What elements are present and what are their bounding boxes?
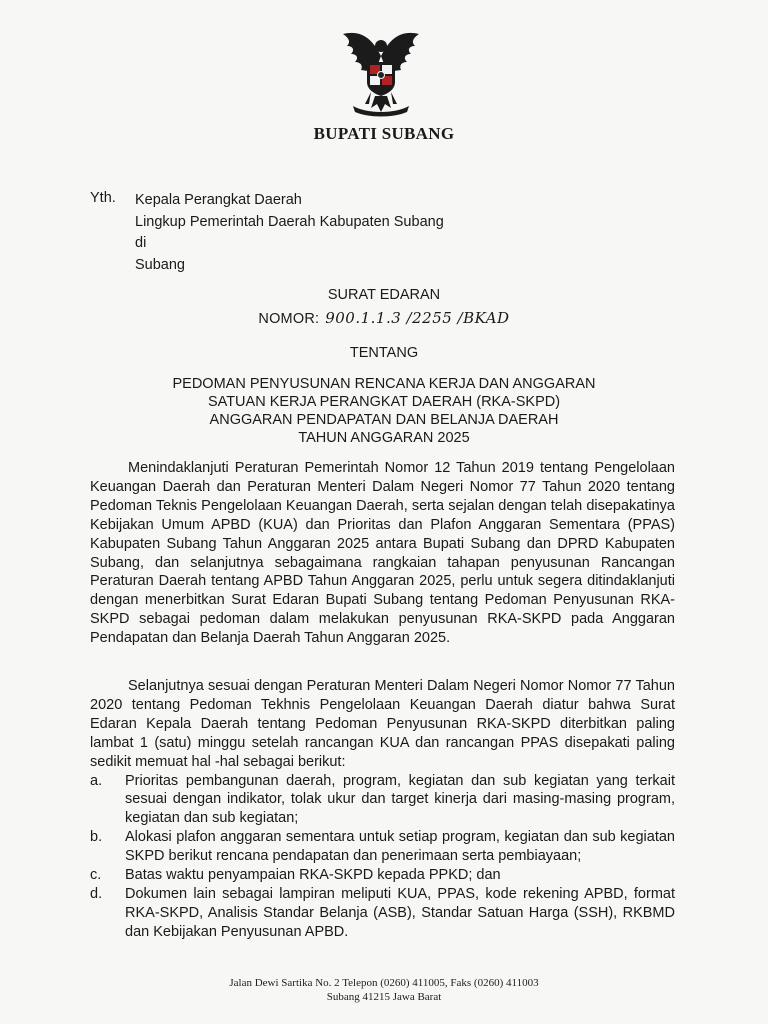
address-line: Kepala Perangkat Daerah — [135, 192, 302, 208]
list-marker: a. — [90, 772, 103, 789]
list-text: Alokasi plafon anggaran sementara untuk setiap program, kegiatan dan sub kegiatan SKPD berikut rencana pendapatan dan penerimaan serta pembiayaan; — [125, 829, 675, 865]
footer-line: Jalan Dewi Sartika No. 2 Telepon (0260) 411005, Faks (0260) 411003 — [229, 977, 539, 989]
document-number — [0, 309, 768, 327]
footer-address — [0, 976, 768, 1004]
nomor-label: NOMOR: — [258, 311, 320, 327]
body-paragraph-2 — [90, 677, 675, 942]
list-text: Batas waktu penyampaian RKA-SKPD kepada PPKD; dan — [125, 867, 501, 884]
subject-heading — [0, 375, 768, 447]
body-paragraph-1 — [90, 459, 675, 648]
footer-line: Subang 41215 Jawa Barat — [326, 991, 442, 1003]
paragraph-text: Selanjutnya sesuai dengan Peraturan Menteri Dalam Negeri Nomor Nomor 77 Tahun 2020 tentang Pedoman Tekhnis Pengelolaan Keuangan Daerah diatur bahwa Surat Edaran Kepala Daerah tentang Pedoman Penyusunan RKA-SKPD diterbitkan paling lambat 1 (satu) minggu setelah rancangan KUA dan rancangan PPAS disepakati paling sedikit memuat hal -hal sebagai berikut: — [90, 678, 675, 770]
address-label: Yth. — [90, 190, 116, 206]
address-line: di — [135, 235, 147, 251]
paragraph-text: Menindaklanjuti Peraturan Pemerintah Nomor 12 Tahun 2019 tentang Pengelolaan Keuangan Daerah dan Peraturan Menteri Dalam Negeri Nomor 77 Tahun 2020 tentang Pedoman Teknis Pengelolaan Keuangan Daerah, serta sejalan dengan telah disepakatinya Kebijakan Umum APBD (KUA) dan Prioritas dan Plafon Anggaran Sementara (PPAS) Kabupaten Subang Tahun Anggaran 2025 antara Bupati Subang dan DPRD Kabupaten Subang, dan selanjutnya sebagaimana rangkaian tahapan penyusunan Rancangan Peraturan Daerah tentang APBD Tahun Anggaran 2025, perlu untuk segera ditindaklanjuti dengan menerbitkan Surat Edaran Bupati Subang tentang Pedoman Penyusunan RKA-SKPD sebagai pedoman dalam melakukan penyusunan RKA-SKPD pada Anggaran Pendapatan dan Belanja Daerah Tahun Anggaran 2025. — [90, 460, 675, 647]
list-marker: b. — [90, 829, 103, 846]
tentang-heading: TENTANG — [349, 345, 419, 361]
requirements-list — [90, 772, 675, 942]
list-marker: d. — [90, 885, 103, 902]
address-line: Subang — [135, 256, 185, 273]
letterhead-title: BUPATI SUBANG — [313, 124, 455, 143]
list-item — [90, 828, 675, 866]
list-item — [90, 885, 675, 942]
garuda-emblem-icon — [331, 26, 431, 118]
subject-line: ANGGARAN PENDAPATAN DAN BELANJA DAERAH — [209, 412, 559, 428]
address-block — [135, 190, 444, 276]
list-text: Prioritas pembangunan daerah, program, kegiatan dan sub kegiatan yang terkait sesuai dengan indikator, tolak ukur dan target kinerja dari masing-masing program, kegiatan dan sub kegiatan; — [125, 772, 675, 827]
list-item — [90, 772, 675, 829]
subject-line: SATUAN KERJA PERANGKAT DAERAH (RKA-SKPD) — [207, 394, 561, 410]
subject-line: PEDOMAN PENYUSUNAN RENCANA KERJA DAN ANGGARAN — [172, 376, 596, 392]
nomor-handwritten-value: 900.1.1.3 /2255 /BKAD — [325, 309, 510, 327]
address-line: Lingkup Pemerintah Daerah Kabupaten Subang — [135, 213, 444, 230]
list-item — [90, 866, 675, 885]
subject-line: TAHUN ANGGARAN 2025 — [298, 430, 470, 446]
list-text: Dokumen lain sebagai lampiran meliputi KUA, PPAS, kode rekening APBD, format RKA-SKPD, Analisis Standar Belanja (ASB), Standar Satuan Harga (SSH), RKBMD dan Kebijakan Penyusunan APBD. — [125, 885, 675, 940]
document-type: SURAT EDARAN — [327, 287, 441, 303]
list-marker: c. — [90, 867, 102, 884]
